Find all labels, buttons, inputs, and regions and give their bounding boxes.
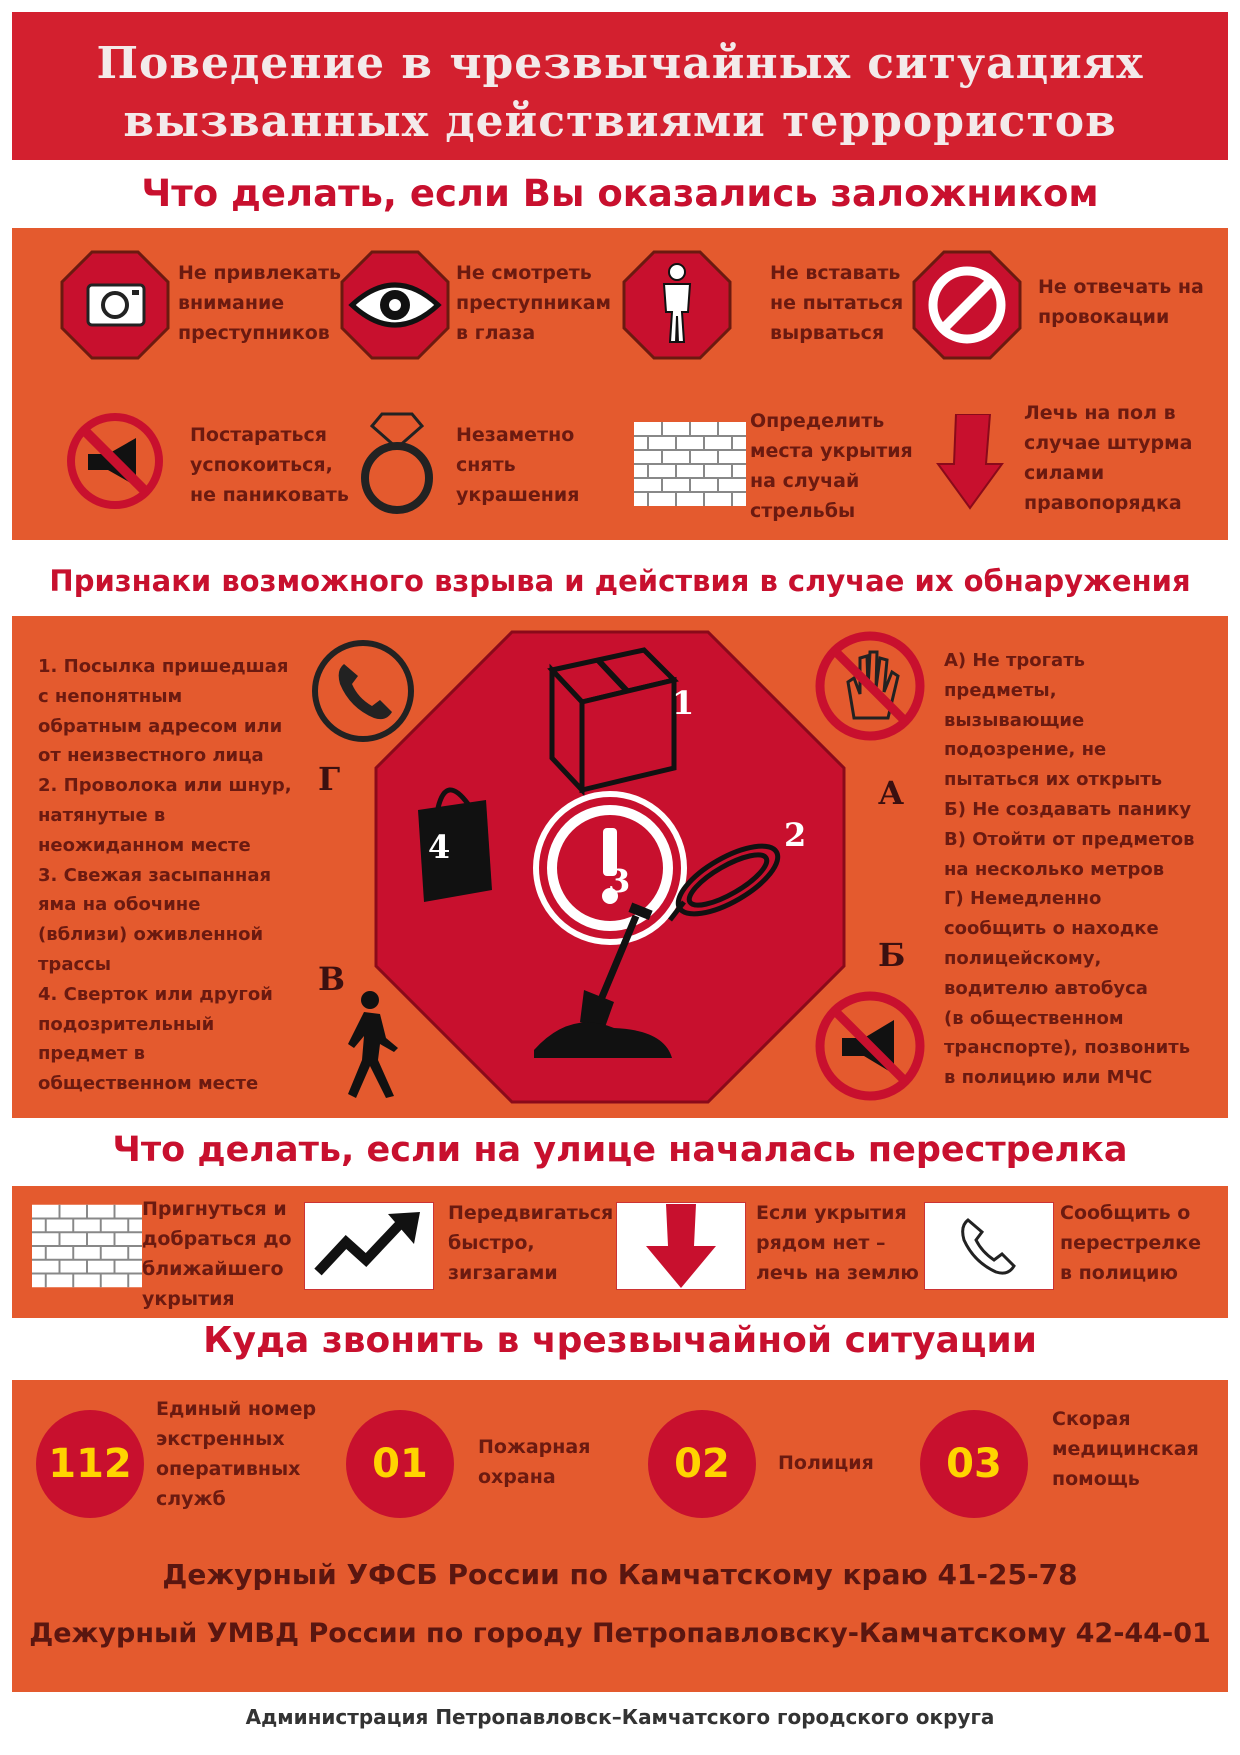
eye-icon [340, 250, 450, 360]
footer: Администрация Петропавловск–Камчатского городского округа [12, 1692, 1228, 1742]
number-01-label: Пожарная охрана [478, 1436, 591, 1488]
letter-b: Б [878, 936, 906, 974]
no-entry-icon [912, 250, 1022, 360]
duty-fsb: Дежурный УФСБ России по Камчатскому краю 41-25-78 [162, 1558, 1078, 1591]
digit-1: 1 [672, 684, 695, 722]
parcel-icon [552, 650, 674, 790]
page-title-line1: Поведение в чрезвычайных ситуациях [96, 38, 1144, 89]
number-112: 112 [36, 1410, 144, 1518]
letter-v: В [318, 960, 346, 998]
ring-icon [352, 408, 442, 518]
hostage-item-8: Лечь на пол в случае штурма силами правопорядка [1024, 402, 1193, 514]
hostage-item-4: Не отвечать на провокации [1038, 276, 1204, 328]
shootout-item-4: Сообщить о перестрелке в полицию [1060, 1202, 1201, 1284]
emergency-heading: Куда звонить в чрезвычайной ситуации [203, 1320, 1037, 1361]
explosion-signs: 1. Посылка пришедшая с непонятным обратным адресом или от неизвестного лица 2. Проволока или шнур, натянутые в неожиданном месте 3. Свежая засыпанная яма на обочине (вблизи) оживленной трассы 4. Сверток или другой подозрительный предмет в общественном месте [38, 656, 292, 1095]
shootout-panel [12, 1186, 1228, 1318]
letter-a: А [878, 774, 905, 812]
explosion-panel [12, 616, 1228, 1118]
page-title-line2: вызванных действиями террористов [123, 96, 1117, 147]
number-02: 02 [648, 1410, 756, 1518]
down-arrow-icon [934, 414, 1004, 510]
digit-2: 2 [784, 816, 807, 854]
hostage-item-7: Определить места укрытия на случай стрельбы [750, 410, 913, 522]
number-112-label: Единый номер экстренных оперативных служб [156, 1398, 317, 1510]
shootout-item-3: Если укрытия рядом нет – лечь на землю [756, 1202, 919, 1284]
number-01: 01 [346, 1410, 454, 1518]
number-02-label: Полиция [778, 1452, 874, 1474]
camera-icon [60, 250, 170, 360]
duty-umvd: Дежурный УМВД России по городу Петропавловску-Камчатскому 42-44-01 [29, 1618, 1211, 1649]
hostage-heading: Что делать, если Вы оказались заложником [141, 172, 1099, 215]
down-arrow-icon [616, 1202, 746, 1290]
explosion-heading: Признаки возможного взрыва и действия в случае их обнаружения [49, 564, 1191, 598]
title-band [12, 12, 1228, 160]
hostage-panel [12, 228, 1228, 540]
zigzag-arrow-icon [304, 1202, 434, 1290]
hostage-item-5: Постараться успокоиться, не паниковать [190, 424, 349, 506]
no-touch-icon [812, 628, 928, 744]
brick-wall-icon [32, 1204, 142, 1288]
person-icon [622, 250, 732, 360]
phone-icon [924, 1202, 1054, 1290]
hostage-item-1: Не привлекать внимание преступников [178, 262, 342, 344]
letter-g: Г [318, 760, 341, 798]
number-03: 03 [920, 1410, 1028, 1518]
digit-3: 3 [608, 862, 631, 900]
hostage-item-3: Не вставать не пытаться вырваться [770, 262, 904, 344]
shootout-heading: Что делать, если на улице началась перестрелка [112, 1130, 1128, 1170]
shootout-item-2: Передвигаться быстро, зигзагами [448, 1202, 614, 1284]
brick-wall-icon [634, 422, 746, 506]
hostage-item-2: Не смотреть преступникам в глаза [456, 262, 612, 344]
digit-4: 4 [428, 828, 451, 866]
explosion-actions: А) Не трогать предметы, вызывающие подозрение, не пытаться их открыть Б) Не создавать панику В) Отойти от предметов на несколько метров Г) Немедленно сообщить о находке полицейскому, водителю автобуса (в общественном транспорте), позвонить в полицию или МЧС [944, 650, 1195, 1089]
shootout-item-1: Пригнуться и добраться до ближайшего укрытия [142, 1198, 292, 1310]
no-megaphone-icon [60, 406, 170, 516]
hostage-item-6: Незаметно снять украшения [456, 424, 580, 506]
no-megaphone-icon [812, 988, 928, 1104]
number-03-label: Скорая медицинская помощь [1052, 1408, 1199, 1490]
